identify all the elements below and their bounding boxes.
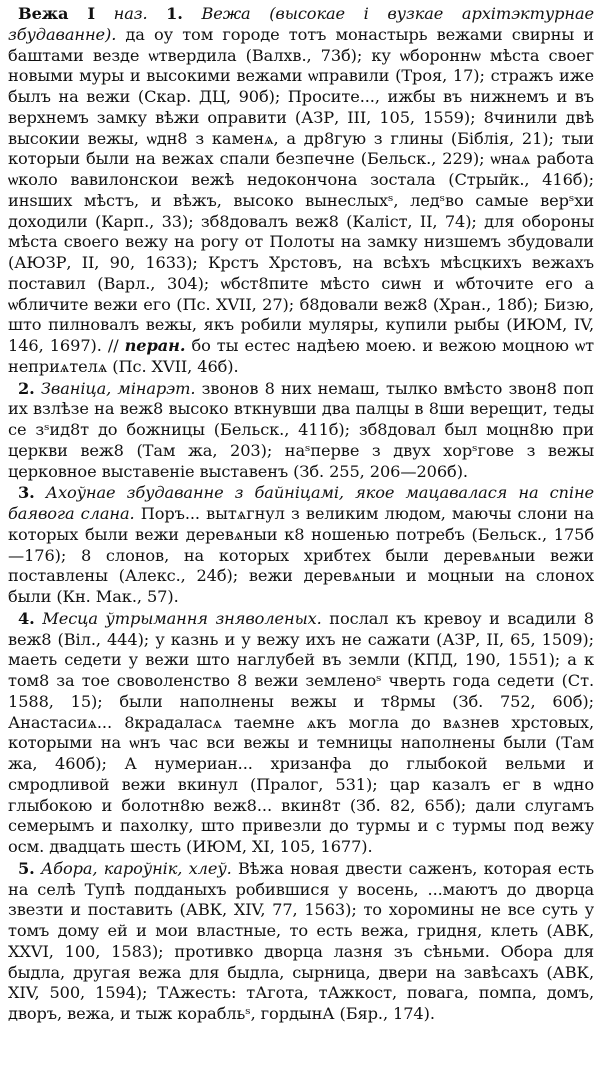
sense-3 [8, 483, 594, 608]
sense-gloss: Месца ўтрымання зняволеных. [42, 608, 322, 628]
sense-citations: звонов 8 них немаш, тылко вмѣсто звон8 поп их взлѣзе на веж8 высоко вткнувши два палцы в 8ши верещит, теды се зˢид8т до божницы (Бельск., 411б); зб8довал был моцн8ю при церкви веж8 (Там жа, 203); наˢперве з двух хорˢгове з вежы церковное выставенiе выставенъ (Зб. 255, 206—206б). [8, 378, 594, 481]
sense-number: 5. [18, 858, 35, 878]
sense-number: 2. [18, 378, 35, 398]
sense-citations: да оу том городе тотъ монастырь вежами свирны и баштами везде ѡтвердила (Валхв., 73б); ку ѡбороннѡ мѣста своег новыми муры и высокими вежами ѡправили (Троя, 17); стражъ иже былъ на вежи (Скар. ДЦ, 90б); Просите..., ижбы въ нижнемъ и въ верхнемъ замку вѣжи оправити (АЗР, III, 105, 1559); 8чинили двѣ высокии вежы, ѡдн8 з каменѧ, а др8гую з глины (Біблія, 21); тыи которыи были на вежах спали безпечне (Бельск., 229); ѡнаѧ работа ѡколо вавилонскои вежѣ недокончона зостала (Стрыйк., 416б); инѕших мѣстъ, и вѣжъ, высоко вынеслыхˢ, ледˢво самые верˢхи доходили (Карп., 33); зб8довалъ веж8 (Каліст, II, 74); для обороны мѣста своего вежу на рогу от Полоты на замку низшемъ збудовали (АЮЗР, II, 90, 1633); Крстъ Хрстовъ, на всѣхъ мѣсцкихъ вежахъ поставил (Варл., 304); ѡбст8пите мѣсто сиѡн и ѡбточите его а ѡбличите вежи его (Пс. XVII, 27); б8довали веж8 (Хран., 18б); Бизю, што пилновалъ вежы, якъ робили муляры, купили рыбы (ИЮМ, IV, 146, 1697). // [8, 24, 594, 355]
sense-gloss: Званіца, мінарэт. [40, 378, 196, 398]
sense-citations: послал къ кревоу и всадили 8 веж8 (Віл., 444); у казнь и у вежу ихъ не сажати (АЗР, II, 65, 1509); маеть седети у вежи што наглубей въ земли (КПД, 190, 1551); а к том8 за тое своволенство 8 вежи земленоˢ чверть года седети (Ст. 1588, 15); были наполнены вежы и т8рмы (Зб. 752, 60б); Анастасиѧ... 8крадаласѧ таемне ѧкъ могла до вѧзнев хрстовых, которыми на ѡнъ час вси вежы и темницы наполнены были (Там жа, 460б); А нумериан... хризанфа до глыбокой вельми и смродливой вежи вкинул (Пралог, 531); цар казалъ ег в ѡдно глыбокою и болотн8ю веж8... вкин8т (Зб. 82, 65б); дали слугамъ семерымъ и пахолку, што привезли до турмы и с турмы под вежу осм. двадцать шесть (ИЮМ, XI, 105, 1677). [8, 608, 595, 856]
sense-4 [8, 609, 594, 858]
sense-citations: Поръ... вытѧгнул з великим людом, маючы слони на которых были вежи деревѧныи к8 ношенью потребъ (Бельск., 175б—176); 8 слонов, на которых хрибтех были деревѧныи вежи поставлены (Алекс., 24б); вежи деревѧныи и моцныи на слонох были (Кн. Мак., 57). [8, 504, 594, 606]
sense-5 [8, 859, 594, 1025]
sense-gloss: Абора, кароўнік, хлеў. [41, 858, 232, 878]
sense-gloss: Ахоўнае збудаванне з байніцамі, якое мацавалася на спіне баявога слана. [8, 483, 595, 523]
headword: Вежа I [18, 4, 95, 23]
sense-2 [8, 379, 594, 483]
part-of-speech-label: наз. [113, 4, 148, 23]
sense-gloss: Вежа (высокае і вузкае архітэктурнае збудаванне). [8, 4, 595, 44]
sense-number: 3. [18, 483, 35, 503]
sense-citations-figurative: бо ты естес надѣею моею. и вежою моцною ѡт неприѧтелѧ (Пс. XVII, 46б). [8, 336, 594, 376]
sense-1 [8, 4, 594, 378]
sense-number: 4. [18, 608, 35, 628]
sense-citations: Вѣжа новая двести саженъ, которая есть на селѣ Тупѣ подданыхъ робившися у восень, ...маютъ до дворца звезти и поставить (АВК, XIV, 77, 1563); то хоромины не все суть у томъ дому ей и мои властные, то есть вежа, гридня, клеть (АВК, XXVI, 100, 1583); противко дворца лазня зъ сѣньми. Обора для быдла, другая вежа для быдла, сырница, двери на завѣсахъ (АВК, XIV, 500, 1594); ТАжесть: тАгота, тАжкост, повага, помпа, домъ, дворъ, вежа, и тыж корабльˢ, гордынА (Бяр., 174). [8, 858, 595, 1023]
figurative-label: перан. [124, 336, 186, 355]
sense-number: 1. [166, 4, 183, 23]
